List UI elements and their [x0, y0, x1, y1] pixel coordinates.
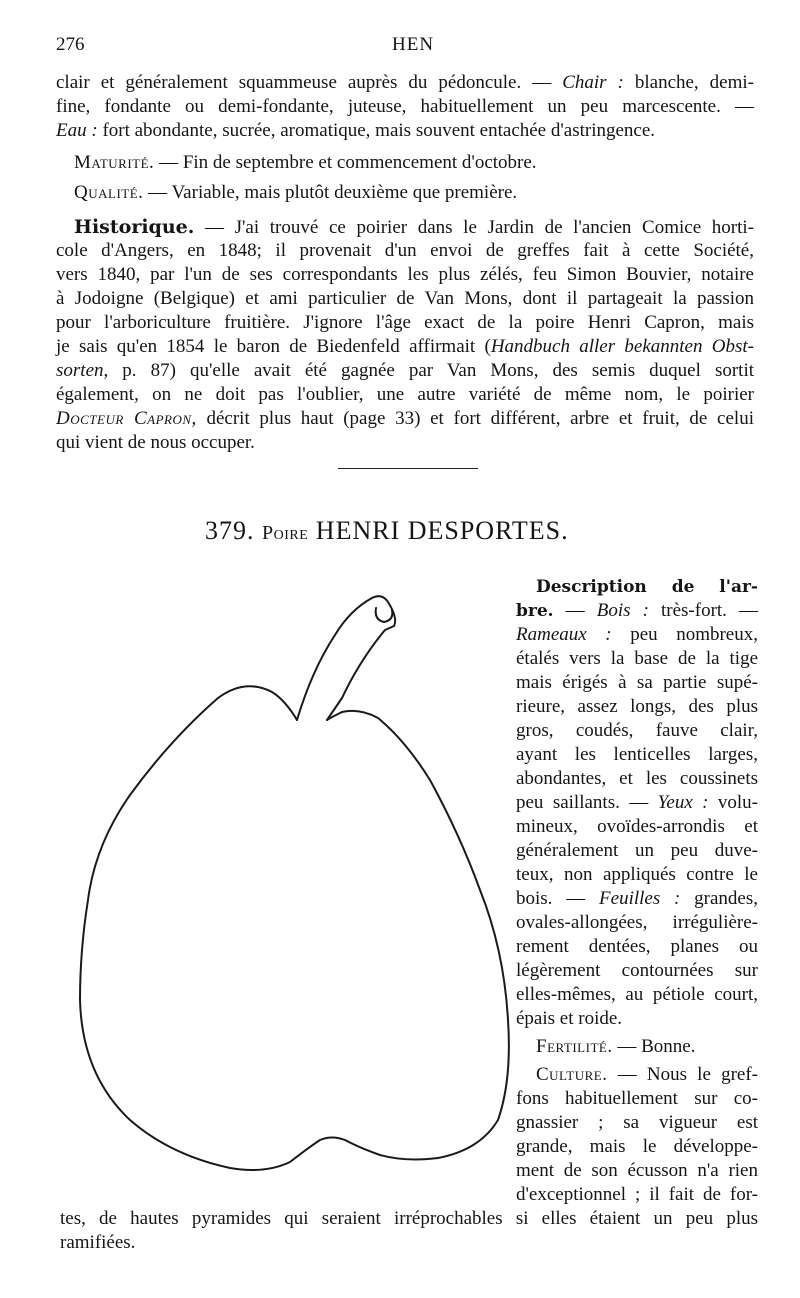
- culture-line: Culture. — Nous le gref-: [536, 1064, 758, 1085]
- description-line: rement dentées, planes ou: [516, 936, 758, 957]
- culture-line: d'exceptionnel ; il fait de for-: [516, 1184, 758, 1205]
- section-divider: [338, 468, 478, 469]
- description-line: étalés vers la base de la tige: [516, 648, 758, 669]
- historique-line: sorten, p. 87) qu'elle avait été gagnée par Van Mons, des semis duquel sortit: [56, 360, 754, 381]
- description-line: bois. — Feuilles : grandes,: [516, 888, 758, 909]
- historique-line: pour l'arboriculture fruitière. J'ignore l'âge exact de la poire Henri Capron, mais: [56, 312, 754, 333]
- description-line: Rameaux : peu nombreux,: [516, 624, 758, 645]
- historique-line: cole d'Angers, en 1848; il provenait d'un envoi de greffes fait à cette Société,: [56, 240, 754, 261]
- culture-line: ramifiées.: [60, 1232, 136, 1253]
- description-line: ovales-allongées, irrégulière-: [516, 912, 758, 933]
- fertilite-paragraph: Fertilité. — Bonne.: [536, 1036, 696, 1057]
- text-line: fine, fondante ou demi-fondante, juteuse, habituellement un peu marcescente. —: [56, 96, 754, 117]
- description-heading: Description de l'ar-: [536, 577, 758, 597]
- description-line: elles-mêmes, au pétiole court,: [516, 984, 758, 1005]
- chair-label: Chair :: [562, 72, 624, 93]
- description-line: généralement un peu duve-: [516, 840, 758, 861]
- description-line: rieure, assez longs, des plus: [516, 696, 758, 717]
- description-line: mineux, ovoïdes-arrondis et: [516, 816, 758, 837]
- description-line: teux, non appliqués contre le: [516, 864, 758, 885]
- historique-label: Historique.: [74, 216, 195, 238]
- text-line: clair et généralement squammeuse auprès du pédoncule. — Chair : blanche, demi-: [56, 72, 754, 93]
- description-line: bre. — Bois : très-fort. —: [516, 600, 759, 621]
- historique-line: Historique. — J'ai trouvé ce poirier dans le Jardin de l'ancien Comice horti-: [74, 216, 754, 238]
- culture-line: gnassier ; sa vigueur est: [516, 1112, 758, 1133]
- section-title: 379. Poire HENRI DESPORTES.: [205, 516, 569, 545]
- pear-outline-icon: [60, 580, 530, 1220]
- description-line: peu saillants. — Yeux : volu-: [516, 792, 759, 813]
- page-number: 276: [56, 34, 85, 55]
- description-line: gros, coudés, fauve clair,: [516, 720, 758, 741]
- description-line: abondantes, et les coussinets: [516, 768, 758, 789]
- historique-line: qui vient de nous occuper.: [56, 432, 255, 453]
- culture-line: fons habituellement sur co-: [516, 1088, 758, 1109]
- description-line: épais et roide.: [516, 1008, 623, 1029]
- historique-line: je sais qu'en 1854 le baron de Biedenfeld affirmait (Handbuch aller bekannten Obst-: [56, 336, 754, 357]
- culture-line: tes, de hautes pyramides qui seraient irréprochables si elles étaient un peu plus: [60, 1208, 758, 1229]
- qualite-paragraph: Qualité. — Variable, mais plutôt deuxième que première.: [74, 182, 518, 203]
- description-line: légèrement contournées sur: [516, 960, 758, 981]
- historique-line: Docteur Capron, décrit plus haut (page 33) et fort différent, arbre et fruit, de celui: [56, 408, 754, 429]
- historique-line: vers 1840, par l'un de ses correspondants les plus zélés, feu Simon Bouvier, notaire: [56, 264, 754, 285]
- culture-line: ment de son écusson n'a rien: [516, 1160, 758, 1181]
- historique-line: également, on ne doit pas l'oublier, une autre variété de même nom, le poirier: [56, 384, 754, 405]
- maturite-paragraph: Maturité. — Fin de septembre et commencement d'octobre.: [74, 152, 537, 173]
- running-title: HEN: [392, 34, 435, 55]
- text-line: Eau : fort abondante, sucrée, aromatique, mais souvent entachée d'astringence.: [56, 120, 656, 141]
- historique-line: à Jodoigne (Belgique) et ami particulier de Van Mons, dont il partageait la passion: [56, 288, 754, 309]
- description-line: mais érigés à sa partie supé-: [516, 672, 758, 693]
- description-line: ayant les lenticelles larges,: [516, 744, 758, 765]
- eau-label: Eau :: [56, 120, 98, 141]
- culture-line: grande, mais le développe-: [516, 1136, 758, 1157]
